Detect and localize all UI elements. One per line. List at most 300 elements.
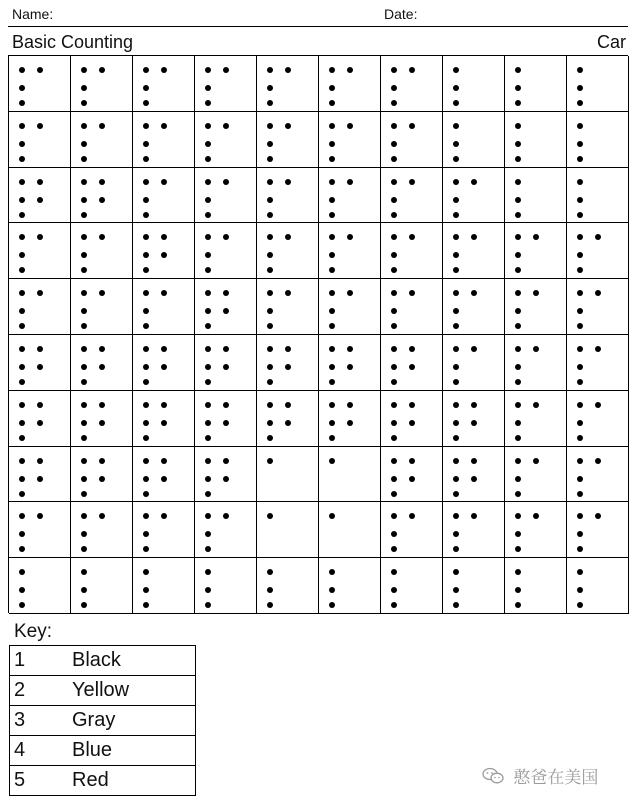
grid-cell — [71, 223, 133, 279]
dot — [577, 546, 583, 552]
dot — [577, 458, 583, 464]
dot — [329, 267, 335, 273]
grid-cell — [195, 56, 257, 112]
dot — [19, 323, 25, 329]
grid-cell — [319, 335, 381, 391]
grid-cell — [319, 447, 381, 503]
grid-cell — [567, 279, 629, 335]
dot — [81, 85, 87, 91]
dot — [81, 402, 87, 408]
key-number: 4 — [10, 736, 73, 766]
dot — [143, 85, 149, 91]
dot — [515, 252, 521, 258]
dot — [99, 123, 105, 129]
dot — [577, 179, 583, 185]
dot — [267, 100, 273, 106]
dot — [329, 569, 335, 575]
dot — [453, 531, 459, 537]
dot — [81, 569, 87, 575]
dot — [409, 346, 415, 352]
dot — [391, 252, 397, 258]
grid-cell — [319, 391, 381, 447]
dot — [515, 308, 521, 314]
dot — [81, 458, 87, 464]
dot — [515, 85, 521, 91]
dot — [577, 100, 583, 106]
dot — [143, 156, 149, 162]
dot — [37, 67, 43, 73]
dot — [347, 290, 353, 296]
dot — [515, 100, 521, 106]
dot — [347, 402, 353, 408]
dot — [205, 323, 211, 329]
dot — [19, 531, 25, 537]
dot — [143, 179, 149, 185]
dot — [267, 267, 273, 273]
grid-cell — [381, 502, 443, 558]
grid-cell — [381, 391, 443, 447]
dot — [347, 420, 353, 426]
dot — [267, 323, 273, 329]
dot — [533, 290, 539, 296]
dot — [391, 546, 397, 552]
header-rule — [8, 26, 628, 27]
dot — [391, 308, 397, 314]
dot — [267, 602, 273, 608]
dot — [37, 476, 43, 482]
grid-cell — [257, 391, 319, 447]
dot — [267, 435, 273, 441]
dot — [453, 179, 459, 185]
dot — [391, 156, 397, 162]
dot — [205, 234, 211, 240]
dot — [19, 513, 25, 519]
dot — [81, 141, 87, 147]
grid-cell — [71, 335, 133, 391]
dot — [577, 513, 583, 519]
dot — [161, 67, 167, 73]
dot — [37, 420, 43, 426]
grid-cell — [9, 335, 71, 391]
dot — [19, 197, 25, 203]
key-number: 2 — [10, 676, 73, 706]
dot — [267, 156, 273, 162]
dot — [577, 156, 583, 162]
grid-cell — [443, 391, 505, 447]
grid-cell — [319, 112, 381, 168]
dot — [453, 602, 459, 608]
grid-cell — [195, 223, 257, 279]
dot — [99, 476, 105, 482]
dot — [515, 267, 521, 273]
dot — [267, 123, 273, 129]
grid-cell — [567, 391, 629, 447]
dot — [453, 458, 459, 464]
dot — [471, 234, 477, 240]
dot — [205, 267, 211, 273]
dot — [37, 458, 43, 464]
grid-cell — [567, 112, 629, 168]
dot — [471, 402, 477, 408]
dot — [595, 513, 601, 519]
dot — [205, 212, 211, 218]
grid-cell — [133, 447, 195, 503]
dot — [143, 267, 149, 273]
dot — [81, 587, 87, 593]
dot — [81, 100, 87, 106]
dot — [267, 308, 273, 314]
dot — [19, 491, 25, 497]
grid-cell — [9, 502, 71, 558]
grid-cell — [257, 223, 319, 279]
dot — [285, 179, 291, 185]
dot — [471, 458, 477, 464]
dot — [329, 212, 335, 218]
dot — [19, 179, 25, 185]
grid-cell — [9, 112, 71, 168]
dot — [161, 123, 167, 129]
dot — [329, 234, 335, 240]
dot — [285, 290, 291, 296]
dot — [533, 346, 539, 352]
dot — [205, 290, 211, 296]
grid-cell — [443, 335, 505, 391]
dot — [391, 267, 397, 273]
grid-cell — [133, 335, 195, 391]
dot — [453, 252, 459, 258]
grid-cell — [443, 168, 505, 224]
grid-cell — [381, 223, 443, 279]
grid-cell — [505, 502, 567, 558]
grid-cell — [381, 56, 443, 112]
wechat-icon — [482, 767, 504, 790]
dot — [37, 402, 43, 408]
dot — [205, 602, 211, 608]
dot — [515, 402, 521, 408]
grid-cell — [133, 223, 195, 279]
dot — [453, 364, 459, 370]
grid-cell — [71, 447, 133, 503]
dot — [329, 67, 335, 73]
dot — [515, 156, 521, 162]
dot — [409, 458, 415, 464]
dot — [143, 197, 149, 203]
dot — [99, 67, 105, 73]
grid-cell — [257, 335, 319, 391]
grid-cell — [9, 223, 71, 279]
grid-cell — [9, 447, 71, 503]
dot — [453, 234, 459, 240]
dot — [223, 476, 229, 482]
dot — [19, 67, 25, 73]
dot — [471, 513, 477, 519]
grid-cell — [381, 168, 443, 224]
key-row — [10, 736, 196, 766]
dot — [453, 308, 459, 314]
key-row — [10, 676, 196, 706]
grid-cell — [9, 279, 71, 335]
dot — [391, 420, 397, 426]
grid-cell — [71, 112, 133, 168]
dot — [19, 379, 25, 385]
dot — [391, 513, 397, 519]
dot — [515, 346, 521, 352]
dot — [453, 156, 459, 162]
dot — [453, 402, 459, 408]
dot — [453, 346, 459, 352]
dot — [347, 179, 353, 185]
grid-cell — [505, 168, 567, 224]
dot — [205, 569, 211, 575]
grid-cell — [9, 391, 71, 447]
dot — [143, 308, 149, 314]
grid-cell — [9, 168, 71, 224]
grid-cell — [133, 56, 195, 112]
dot — [347, 346, 353, 352]
dot — [515, 546, 521, 552]
dot — [267, 179, 273, 185]
dot — [143, 67, 149, 73]
dot — [453, 569, 459, 575]
dot — [285, 346, 291, 352]
dot — [577, 212, 583, 218]
dot — [577, 85, 583, 91]
dot — [81, 513, 87, 519]
dot — [329, 197, 335, 203]
dot — [391, 67, 397, 73]
dot — [37, 123, 43, 129]
dot — [533, 402, 539, 408]
dot — [285, 123, 291, 129]
grid-cell — [319, 168, 381, 224]
dot — [267, 364, 273, 370]
dot — [329, 420, 335, 426]
dot — [143, 141, 149, 147]
dot — [205, 141, 211, 147]
dot — [391, 234, 397, 240]
dot — [99, 234, 105, 240]
grid-cell — [505, 391, 567, 447]
dot — [19, 420, 25, 426]
dot — [515, 197, 521, 203]
dot — [577, 290, 583, 296]
dot — [205, 67, 211, 73]
dot — [285, 234, 291, 240]
color-key-table — [9, 645, 196, 796]
dot — [577, 587, 583, 593]
dot — [453, 123, 459, 129]
dot — [143, 458, 149, 464]
dot — [19, 435, 25, 441]
grid-cell — [381, 112, 443, 168]
grid-cell — [133, 502, 195, 558]
dot — [223, 67, 229, 73]
dot — [453, 85, 459, 91]
dot — [453, 546, 459, 552]
dot — [391, 602, 397, 608]
dot — [267, 402, 273, 408]
dot — [577, 379, 583, 385]
dot — [515, 491, 521, 497]
dot — [205, 546, 211, 552]
grid-cell — [133, 112, 195, 168]
dot — [19, 476, 25, 482]
dot — [161, 420, 167, 426]
dot — [453, 267, 459, 273]
dot — [37, 234, 43, 240]
dot — [453, 476, 459, 482]
dot — [453, 141, 459, 147]
dot — [143, 402, 149, 408]
dot — [205, 435, 211, 441]
dot — [205, 346, 211, 352]
grid-cell — [71, 168, 133, 224]
dot — [391, 458, 397, 464]
dot — [19, 569, 25, 575]
grid-cell — [195, 558, 257, 614]
dot — [453, 197, 459, 203]
dot — [143, 212, 149, 218]
dot — [329, 252, 335, 258]
dot — [19, 85, 25, 91]
dot — [81, 546, 87, 552]
dot — [515, 67, 521, 73]
dot — [223, 123, 229, 129]
dot — [19, 602, 25, 608]
dot — [329, 123, 335, 129]
dot — [515, 290, 521, 296]
grid-cell — [319, 56, 381, 112]
dot — [205, 491, 211, 497]
dot — [19, 308, 25, 314]
dot — [329, 290, 335, 296]
dot — [577, 420, 583, 426]
key-color-name: Yellow — [72, 676, 196, 706]
grid-cell — [443, 112, 505, 168]
dot — [577, 402, 583, 408]
dot — [143, 587, 149, 593]
dot — [329, 379, 335, 385]
dot — [205, 513, 211, 519]
dot — [515, 435, 521, 441]
dot — [19, 346, 25, 352]
dot — [577, 476, 583, 482]
dot — [285, 402, 291, 408]
grid-cell — [133, 391, 195, 447]
dot — [19, 402, 25, 408]
dot — [595, 234, 601, 240]
dot — [37, 290, 43, 296]
grid-cell — [195, 279, 257, 335]
dot — [143, 123, 149, 129]
dot — [205, 179, 211, 185]
dot — [391, 141, 397, 147]
grid-cell — [257, 112, 319, 168]
dot — [267, 420, 273, 426]
dot — [267, 379, 273, 385]
grid-cell — [567, 558, 629, 614]
grid-cell — [319, 502, 381, 558]
dot — [143, 364, 149, 370]
dot — [329, 179, 335, 185]
key-number: 3 — [10, 706, 73, 736]
grid-cell — [443, 279, 505, 335]
dot — [267, 141, 273, 147]
dot — [99, 420, 105, 426]
dot — [37, 513, 43, 519]
dot — [205, 197, 211, 203]
dot — [143, 569, 149, 575]
grid-cell — [257, 558, 319, 614]
dot — [143, 234, 149, 240]
dot — [409, 234, 415, 240]
dot — [161, 364, 167, 370]
dot — [267, 197, 273, 203]
grid-cell — [71, 558, 133, 614]
grid-cell — [195, 168, 257, 224]
dot — [161, 402, 167, 408]
dot — [515, 141, 521, 147]
dot — [577, 197, 583, 203]
dot — [19, 587, 25, 593]
dot — [285, 420, 291, 426]
dot — [515, 569, 521, 575]
dot — [329, 308, 335, 314]
dot — [205, 587, 211, 593]
dot — [19, 364, 25, 370]
dot — [223, 179, 229, 185]
dot — [453, 587, 459, 593]
dot — [99, 402, 105, 408]
grid-cell — [443, 558, 505, 614]
dot — [329, 141, 335, 147]
dot — [409, 364, 415, 370]
dot — [577, 141, 583, 147]
grid-cell — [567, 223, 629, 279]
dot — [453, 491, 459, 497]
dot — [19, 156, 25, 162]
key-row — [10, 766, 196, 796]
dot — [577, 267, 583, 273]
dot — [391, 123, 397, 129]
dot — [19, 290, 25, 296]
dot — [577, 323, 583, 329]
dot — [81, 364, 87, 370]
dot — [143, 252, 149, 258]
dot — [515, 364, 521, 370]
dot — [391, 197, 397, 203]
dot — [143, 435, 149, 441]
dot — [391, 346, 397, 352]
dot — [471, 420, 477, 426]
dot — [515, 323, 521, 329]
dot — [267, 587, 273, 593]
dot — [81, 212, 87, 218]
dot — [267, 67, 273, 73]
dot — [347, 67, 353, 73]
dot — [19, 141, 25, 147]
dot — [391, 569, 397, 575]
grid-cell — [195, 391, 257, 447]
grid-cell — [505, 558, 567, 614]
dot — [391, 435, 397, 441]
dot — [143, 420, 149, 426]
grid-cell — [319, 279, 381, 335]
dot — [329, 323, 335, 329]
dot — [329, 602, 335, 608]
dot — [143, 290, 149, 296]
dot — [81, 123, 87, 129]
